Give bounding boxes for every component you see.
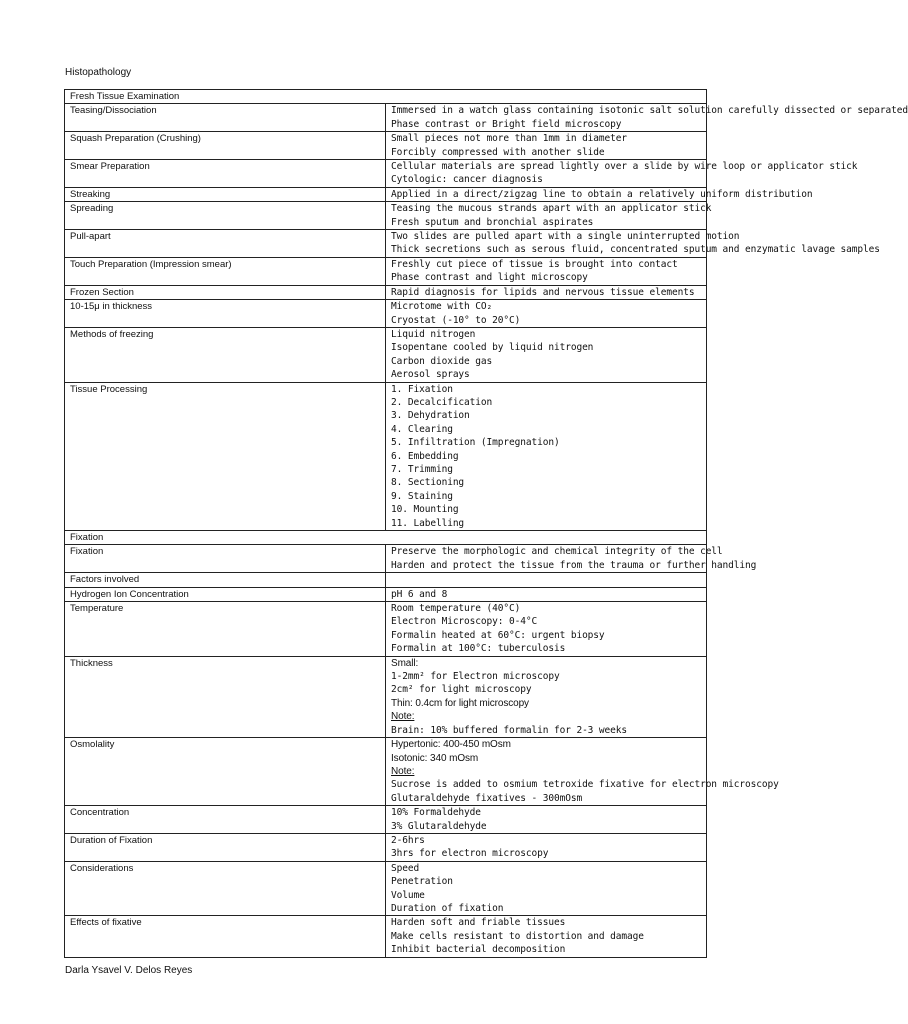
description-line: Formalin heated at 60°C: urgent biopsy	[391, 629, 605, 641]
description-line: Make cells resistant to distortion and damage	[391, 930, 644, 942]
description-line: Isotonic: 340 mOsm	[391, 752, 479, 764]
section-header-row	[65, 90, 707, 104]
row-description	[386, 833, 707, 861]
table-row	[65, 916, 707, 957]
row-label: Frozen Section	[65, 285, 386, 299]
description-line: Fresh sputum and bronchial aspirates	[391, 216, 594, 228]
description-line: Teasing the mucous strands apart with an applicator stick	[391, 203, 712, 215]
description-line: Thin: 0.4cm for light microscopy	[391, 697, 529, 709]
table-row	[65, 285, 707, 299]
description-line: Preserve the morphologic and chemical integrity of the cell	[391, 546, 723, 558]
description-line: Forcibly compressed with another slide	[391, 146, 605, 158]
description-line: pH 6 and 8	[391, 588, 448, 600]
description-line: Phase contrast and light microscopy	[391, 272, 588, 284]
table-row	[65, 230, 707, 258]
row-label: Thickness	[65, 656, 386, 737]
row-description	[386, 230, 880, 258]
description-line: Penetration	[391, 876, 453, 888]
row-description	[386, 202, 712, 230]
description-line: Carbon dioxide gas	[391, 355, 493, 367]
description-line: Harden soft and friable tissues	[391, 917, 566, 929]
description-line: Freshly cut piece of tissue is brought into contact	[391, 258, 678, 270]
description-line: Duration of fixation	[391, 902, 504, 914]
row-description	[386, 602, 707, 657]
table-row	[65, 382, 707, 530]
table-row	[65, 587, 707, 601]
table-row	[65, 202, 707, 230]
table-row	[65, 132, 707, 160]
section-header-row	[65, 531, 707, 545]
table-row	[65, 104, 707, 132]
row-description	[386, 545, 757, 573]
row-label: Teasing/Dissociation	[65, 104, 386, 132]
row-label: Osmolality	[65, 738, 386, 806]
description-line: Formalin at 100°C: tuberculosis	[391, 643, 566, 655]
row-description	[386, 573, 707, 587]
description-line: Rapid diagnosis for lipids and nervous tissue elements	[391, 286, 695, 298]
row-description	[386, 656, 707, 737]
description-line: Harden and protect the tissue from the trauma or further handling	[391, 559, 757, 571]
row-description	[386, 861, 707, 916]
row-label: Factors involved	[65, 573, 386, 587]
row-label: Methods of freezing	[65, 327, 386, 382]
description-line: 9. Staining	[391, 490, 453, 502]
description-line: Cryostat (-10° to 20°C)	[391, 314, 521, 326]
row-label: Tissue Processing	[65, 382, 386, 530]
description-line: Inhibit bacterial decomposition	[391, 944, 566, 956]
description-line: 3. Dehydration	[391, 410, 470, 422]
table-row	[65, 573, 707, 587]
row-label: Pull-apart	[65, 230, 386, 258]
description-line: Phase contrast or Bright field microscopy	[391, 118, 622, 130]
description-line: 6. Embedding	[391, 450, 459, 462]
row-description	[386, 916, 707, 957]
row-label: Squash Preparation (Crushing)	[65, 132, 386, 160]
row-description	[386, 806, 707, 834]
table-row	[65, 545, 707, 573]
row-description	[386, 587, 707, 601]
row-label: Considerations	[65, 861, 386, 916]
description-line: 8. Sectioning	[391, 477, 465, 489]
description-line: Liquid nitrogen	[391, 328, 476, 340]
table-row	[65, 656, 707, 737]
author-footer: Darla Ysavel V. Delos Reyes	[65, 965, 193, 976]
row-description	[386, 327, 707, 382]
description-line: Volume	[391, 889, 425, 901]
table-row	[65, 160, 707, 188]
section-header: Fresh Tissue Examination	[65, 90, 707, 104]
row-description	[386, 300, 707, 328]
description-line: 5. Infiltration (Impregnation)	[391, 437, 560, 449]
row-label: Fixation	[65, 545, 386, 573]
description-line: 1-2mm² for Electron microscopy	[391, 671, 560, 683]
row-label: Hydrogen Ion Concentration	[65, 587, 386, 601]
description-line	[391, 573, 701, 586]
description-line: Electron Microscopy: 0-4°C	[391, 616, 538, 628]
description-line: Hypertonic: 400-450 mOsm	[391, 739, 511, 751]
description-line: Isopentane cooled by liquid nitrogen	[391, 342, 594, 354]
table-row	[65, 833, 707, 861]
description-line: Cellular materials are spread lightly over a slide by wire loop or applicator stick	[391, 161, 858, 173]
row-description	[386, 257, 707, 285]
row-description	[386, 160, 858, 188]
description-line: 7. Trimming	[391, 463, 453, 475]
description-line: 4. Clearing	[391, 423, 453, 435]
description-line: 3hrs for electron microscopy	[391, 848, 549, 860]
table-row	[65, 602, 707, 657]
row-label: Streaking	[65, 187, 386, 201]
description-line: Speed	[391, 862, 420, 874]
section-header: Fixation	[65, 531, 707, 545]
row-label: Spreading	[65, 202, 386, 230]
description-line: Sucrose is added to osmium tetroxide fixative for electron microscopy	[391, 779, 779, 791]
table-row	[65, 806, 707, 834]
table-row	[65, 861, 707, 916]
row-description	[386, 187, 813, 201]
table-row	[65, 300, 707, 328]
description-line: Glutaraldehyde fixatives - 300mOsm	[391, 792, 583, 804]
description-line: Small pieces not more than 1mm in diameter	[391, 133, 628, 145]
description-line: 2. Decalcification	[391, 396, 493, 408]
description-line: Immersed in a watch glass containing isotonic salt solution carefully dissected or separated	[391, 105, 908, 117]
description-line: 11. Labelling	[391, 517, 465, 529]
description-line: 2cm² for light microscopy	[391, 684, 532, 696]
row-label: Temperature	[65, 602, 386, 657]
row-label: 10-15μ in thickness	[65, 300, 386, 328]
description-line: Small:	[391, 657, 419, 669]
table-row	[65, 257, 707, 285]
row-label: Effects of fixative	[65, 916, 386, 957]
page-title: Histopathology	[65, 67, 132, 78]
row-label: Touch Preparation (Impression smear)	[65, 257, 386, 285]
description-line: 10. Mounting	[391, 504, 459, 516]
row-description	[386, 132, 707, 160]
row-description	[386, 382, 707, 530]
description-line: Thick secretions such as serous fluid, concentrated sputum and enzymatic lavage samples	[391, 244, 880, 256]
description-line: 3% Glutaraldehyde	[391, 820, 487, 832]
table-row	[65, 187, 707, 201]
description-line: Note:	[391, 765, 415, 777]
description-line: 2-6hrs	[391, 834, 425, 846]
description-line: Microtome with CO₂	[391, 301, 493, 313]
table-row	[65, 738, 707, 806]
description-line: 1. Fixation	[391, 383, 453, 395]
row-label: Concentration	[65, 806, 386, 834]
description-line: Note:	[391, 711, 415, 723]
description-line: 10% Formaldehyde	[391, 807, 481, 819]
description-line: Two slides are pulled apart with a single uninterrupted motion	[391, 231, 740, 243]
row-description	[386, 738, 779, 806]
description-line: Room temperature (40°C)	[391, 603, 521, 615]
description-line: Brain: 10% buffered formalin for 2-3 weeks	[391, 724, 628, 736]
table-row	[65, 327, 707, 382]
description-line: Cytologic: cancer diagnosis	[391, 174, 543, 186]
description-line: Aerosol sprays	[391, 369, 470, 381]
row-label: Smear Preparation	[65, 160, 386, 188]
histopathology-table	[64, 89, 908, 958]
description-line: Applied in a direct/zigzag line to obtain a relatively uniform distribution	[391, 188, 813, 200]
row-description	[386, 285, 707, 299]
row-description	[386, 104, 908, 132]
row-label: Duration of Fixation	[65, 833, 386, 861]
